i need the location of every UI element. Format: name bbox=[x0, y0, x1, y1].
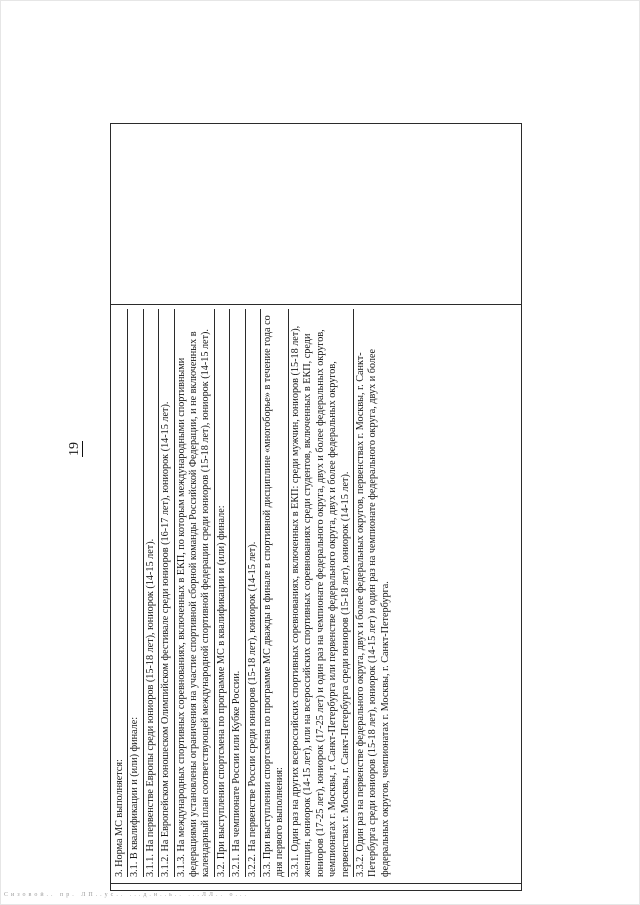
table-content-column bbox=[111, 305, 522, 884]
table-row: 3.1.1. На первенстве Европы среди юниоров (15-18 лет), юниорок (14-15 лет). bbox=[144, 309, 159, 877]
rotated-table-frame bbox=[110, 123, 522, 891]
table-row: 3.1.3. На международных спортивных соревнованиях, включенных в ЕКП, по которым международными спортивными федерациями установлены ограничения на участие спортивной сборной команды Российской Федерации, и не включенных в календарный план соответствующей международной спортивной федерации среди юниоров (15-18 лет), юниорок (14-15 лет). bbox=[175, 309, 215, 877]
table-row: 3.1. В квалификации и (или) финале: bbox=[128, 309, 143, 877]
table-row: 3.3. При выступлении спортсмена по программе МС дважды в финале в спортивной дисциплине «многоборье» в течение года со дня первого выполнения: bbox=[261, 309, 289, 877]
table-left-column bbox=[111, 884, 522, 891]
table-row: 3.3.2. Один раз на первенстве федерального округа, двух и более федеральных округов, первенствах г. Москвы, г. Санкт-Петербурга среди юниоров (15-18 лет), юниорок (14-15 лет) и один раз на чемпионате федерального округа, двух и более федеральных округов, чемпионатах г. Москвы, г. Санкт-Петербурга. bbox=[354, 349, 391, 877]
table-right-column bbox=[111, 124, 522, 305]
table-row: 3.2.2. На первенстве России среди юниоров (15-18 лет), юниорок (14-15 лет). bbox=[246, 309, 261, 877]
document-table-rotated bbox=[110, 123, 522, 891]
table-row: 3.1.2. На Европейском юношеском Олимпийском фестивале среди юниоров (16-17 лет), юниорок (14-15 лет). bbox=[159, 309, 174, 877]
scan-footer-noise: Сизовой.. пр. ЛП..ус.. ...д.н..ь.. ...ЛЛ.. о... bbox=[4, 892, 249, 898]
table-row: 3.2.1. На чемпионате России или Кубке России. bbox=[230, 309, 245, 877]
norms-table bbox=[110, 123, 522, 891]
table-row: 3.3.1. Один раз на других всероссийских спортивных соревнованиях, включенных в ЕКП: среди мужчин, юниоров (15-18 лет), женщин, юниорок (14-15 лет), или на всероссийских спортивных соревнованиях среди студентов, включенных в ЕКП, среди юниоров (17-25 лет), юниорок (17-25 лет) и один раз на чемпионате федерального округа, двух и более федеральных округов, чемпионатах г. Москвы, г. Санкт-Петербурга или первенстве федерального округа, двух и более федеральных округов, первенствах г. Москвы, г. Санкт-Петербурга среди юниоров (15-18 лет), юниорок (14-15 лет). bbox=[289, 309, 354, 877]
table-row: 3.2. При выступлении спортсмена по программе МС в квалификации и (или) финале: bbox=[215, 309, 230, 877]
table-row: 3. Норма МС выполняется: bbox=[113, 309, 128, 877]
page-number: 19 bbox=[67, 442, 82, 456]
